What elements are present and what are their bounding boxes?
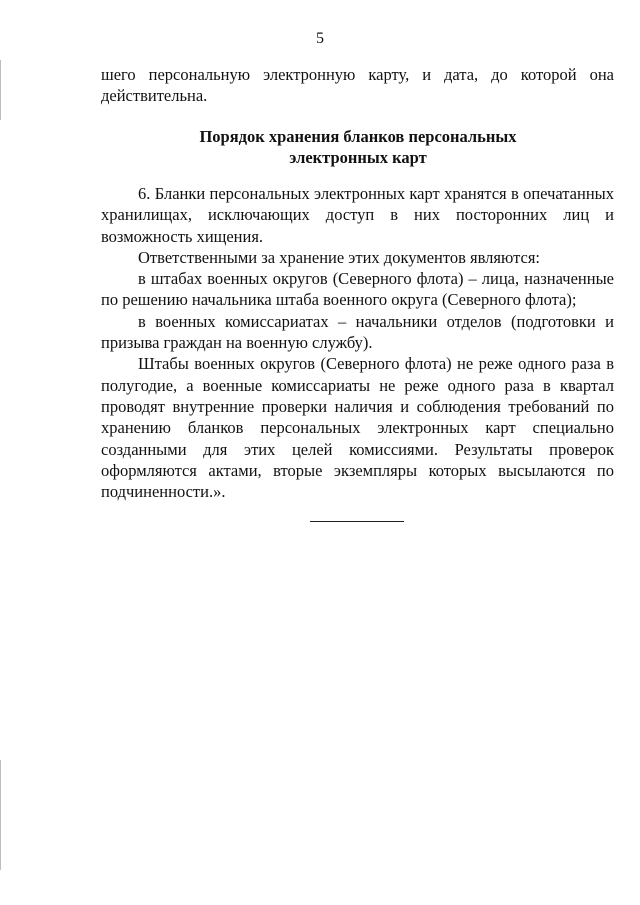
- section-body: [101, 183, 614, 502]
- intro-block: [101, 64, 614, 107]
- page-number: 5: [316, 30, 324, 47]
- paragraph-responsible: Ответственными за хранение этих документов являются:: [138, 247, 541, 267]
- paragraph-commissariats: в военных комиссариатах – начальники отделов (подготовки и призыва граждан на военную службу).: [101, 311, 614, 353]
- closing-rule: [310, 521, 404, 522]
- heading-line-2: электронных карт: [289, 148, 427, 167]
- paragraph-district-staffs: в штабах военных округов (Северного флота) – лица, назначенные по решению начальника штаба военного округа (Северного флота);: [101, 269, 614, 310]
- paragraph-clause-6: 6. Бланки персональных электронных карт хранятся в опечатанных хранилищах, исключающих доступ в них посторонних лиц и возможность хищения.: [101, 184, 614, 246]
- heading-line-1: Порядок хранения бланков персональных: [199, 127, 517, 146]
- paragraph-inspections: Штабы военных округов (Северного флота) не реже одного раза в полугодие, а военные комиссариаты не реже одного раза в квартал проводят внутренние проверки наличия и соблюдения требований по хранению бланков персональных электронных карт специально созданными для этих целей комиссиями. Результаты проверок оформляются актами, вторые экземпляры которых высылаются по подчиненности.».: [101, 354, 614, 502]
- scan-edge-mark: [0, 60, 1, 120]
- intro-paragraph: шего персональную электронную карту, и дата, до которой она действительна.: [101, 65, 614, 106]
- scan-edge-mark: [0, 760, 1, 870]
- section-heading: [60, 126, 640, 168]
